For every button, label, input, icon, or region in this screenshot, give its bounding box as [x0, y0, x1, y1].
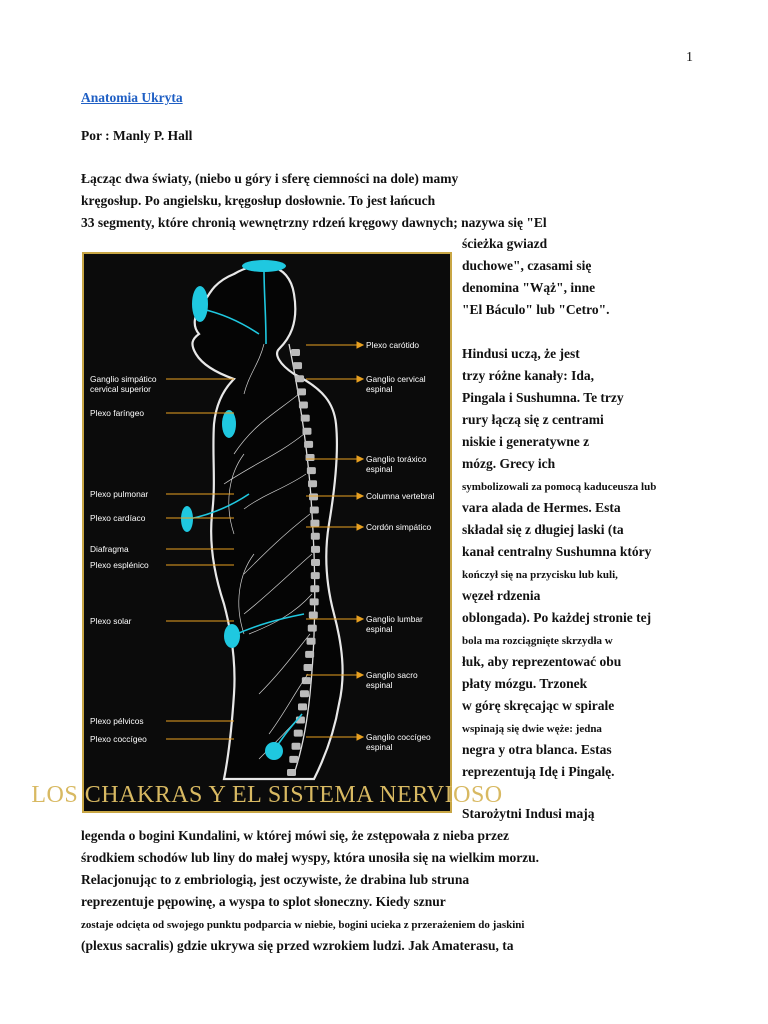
vertebra: [306, 454, 315, 461]
arrow-head: [357, 524, 363, 530]
vertebra: [301, 415, 310, 422]
right-column-line: symbolizowali za pomocą kaduceusza lub: [462, 481, 657, 493]
figure-label-right: espinal: [366, 384, 393, 394]
figure-label-right: espinal: [366, 742, 393, 752]
figure-label-right: Ganglio cervical: [366, 374, 426, 384]
vertebra: [299, 402, 308, 409]
figure-label-left: Diafragma: [90, 544, 129, 554]
right-column-line: wspinają się dwie węże: jedna: [462, 723, 602, 735]
arrow-head: [357, 493, 363, 499]
figure-label-right: Ganglio toráxico: [366, 454, 427, 464]
vertebra: [289, 756, 298, 763]
arrow-head: [357, 456, 363, 462]
vertebra: [311, 546, 320, 553]
right-column-line: trzy różne kanały: Ida,: [462, 368, 594, 383]
vertebra: [287, 769, 296, 776]
right-column-line: duchowe", czasami się: [462, 258, 592, 273]
figure-label-left: Plexo esplénico: [90, 560, 149, 570]
figure-label-right: Ganglio sacro: [366, 670, 418, 680]
vertebra: [307, 467, 316, 474]
right-column-line: łuk, aby reprezentować obu: [462, 654, 622, 669]
vertebra: [291, 349, 300, 356]
bottom-line: Relacjonując to z embriologią, jest oczywiste, że drabina lub struna: [81, 872, 470, 887]
vertebra: [310, 585, 319, 592]
figure-label-right: espinal: [366, 464, 393, 474]
vertebra: [300, 690, 309, 697]
vertebra: [293, 362, 302, 369]
arrow-head: [357, 342, 363, 348]
arrow-head: [357, 672, 363, 678]
vertebra: [302, 428, 311, 435]
arrow-head: [357, 616, 363, 622]
vertebra: [305, 651, 314, 658]
right-column-line: mózg. Grecy ich: [462, 456, 556, 471]
right-column-line: reprezentują Idę i Pingalę.: [462, 764, 615, 779]
figure-label-right: Ganglio lumbar: [366, 614, 423, 624]
vertebra: [311, 533, 320, 540]
right-column-line: niskie i generatywne z: [462, 434, 590, 449]
figure-label-left: Plexo pélvicos: [90, 716, 144, 726]
figure-label-right: espinal: [366, 680, 393, 690]
right-column-line: kończył się na przycisku lub kuli,: [462, 569, 618, 581]
figure-label-left: Plexo solar: [90, 616, 132, 626]
bottom-line: legenda o bogini Kundalini, w której mówi się, że zstępowała z nieba przez: [81, 828, 509, 843]
vertebra: [310, 507, 319, 514]
figure-label-left: Plexo coccígeo: [90, 734, 147, 744]
vertebra: [309, 612, 318, 619]
vertebra: [304, 664, 313, 671]
vertebra: [309, 493, 318, 500]
figure-label-left: Plexo faríngeo: [90, 408, 145, 418]
right-column-line: rury łączą się z centrami: [462, 412, 604, 427]
page-number: 1: [686, 50, 693, 65]
vertebra: [298, 703, 307, 710]
right-column-line: węzeł rdzenia: [462, 588, 541, 603]
vertebra: [310, 520, 319, 527]
bottom-line: (plexus sacralis) gdzie ukrywa się przed wzrokiem ludzi. Jak Amaterasu, ta: [81, 938, 514, 953]
figure-label-right: Plexo carótido: [366, 340, 420, 350]
figure-label-left: Ganglio simpático: [90, 374, 157, 384]
right-column-line: ścieżka gwiazd: [462, 236, 548, 251]
intro-line: Łącząc dwa światy, (niebo u góry i sferę ciemności na dole) mamy: [81, 171, 459, 186]
figure-banner: LOS CHAKRAS Y EL SISTEMA NERVIOSO: [31, 782, 503, 808]
right-column-line: "El Báculo" lub "Cetro".: [462, 302, 610, 317]
right-column-line: płaty mózgu. Trzonek: [462, 676, 588, 691]
figure-label-right: Cordón simpático: [366, 522, 432, 532]
vertebra: [310, 598, 319, 605]
right-column-line: Starożytni Indusi mają: [462, 806, 595, 821]
right-column-line: składał się z długiej laski (ta: [462, 522, 624, 537]
vertebra: [294, 730, 303, 737]
bottom-line: reprezentuje pępowinę, a wyspa to splot słoneczny. Kiedy sznur: [81, 894, 446, 909]
body-outline: [192, 265, 342, 779]
vertebra: [308, 625, 317, 632]
author-line: Por : Manly P. Hall: [81, 128, 193, 143]
vertebra: [307, 638, 316, 645]
right-column-line: Pingala i Sushumna. Te trzy: [462, 390, 624, 405]
right-column-line: bola ma rozciągnięte skrzydła w: [462, 635, 613, 647]
right-column-line: kanał centralny Sushumna który: [462, 544, 652, 559]
right-column-line: w górę skręcając w spirale: [462, 698, 615, 713]
title-link[interactable]: Anatomia Ukryta: [81, 90, 183, 105]
figure-label-left: Plexo pulmonar: [90, 489, 149, 499]
right-column-line: negra y otra blanca. Estas: [462, 742, 612, 757]
vertebra: [311, 559, 320, 566]
right-column-line: denomina "Wąż", inne: [462, 280, 596, 295]
figure-label-left: Plexo cardíaco: [90, 513, 146, 523]
vertebra: [295, 375, 304, 382]
intro-line: kręgosłup. Po angielsku, kręgosłup dosłownie. To jest łańcuch: [81, 193, 436, 208]
figure-label-right: Columna vertebral: [366, 491, 435, 501]
figure-label-right: Ganglio coccígeo: [366, 732, 431, 742]
figure-label-right: espinal: [366, 624, 393, 634]
right-column-line: Hindusi uczą, że jest: [462, 346, 580, 361]
intro-line: 33 segmenty, które chronią wewnętrzny rdzeń kręgowy dawnych; nazywa się "El: [81, 215, 547, 230]
figure-label-left: cervical superior: [90, 384, 151, 394]
bottom-line: środkiem schodów lub liny do małej wyspy, która unosiła się na wielkim morzu.: [81, 850, 540, 865]
arrow-head: [357, 734, 363, 740]
right-column-line: vara alada de Hermes. Esta: [462, 500, 621, 515]
vertebra: [308, 480, 317, 487]
arrow-head: [357, 376, 363, 382]
vertebra: [304, 441, 313, 448]
vertebra: [292, 743, 301, 750]
vertebra: [311, 572, 320, 579]
bottom-line: zostaje odcięta od swojego punktu podparcia w niebie, bogini ucieka z przerażeniem do jaskini: [81, 919, 525, 931]
right-column-line: oblongada). Po każdej stronie tej: [462, 610, 652, 625]
